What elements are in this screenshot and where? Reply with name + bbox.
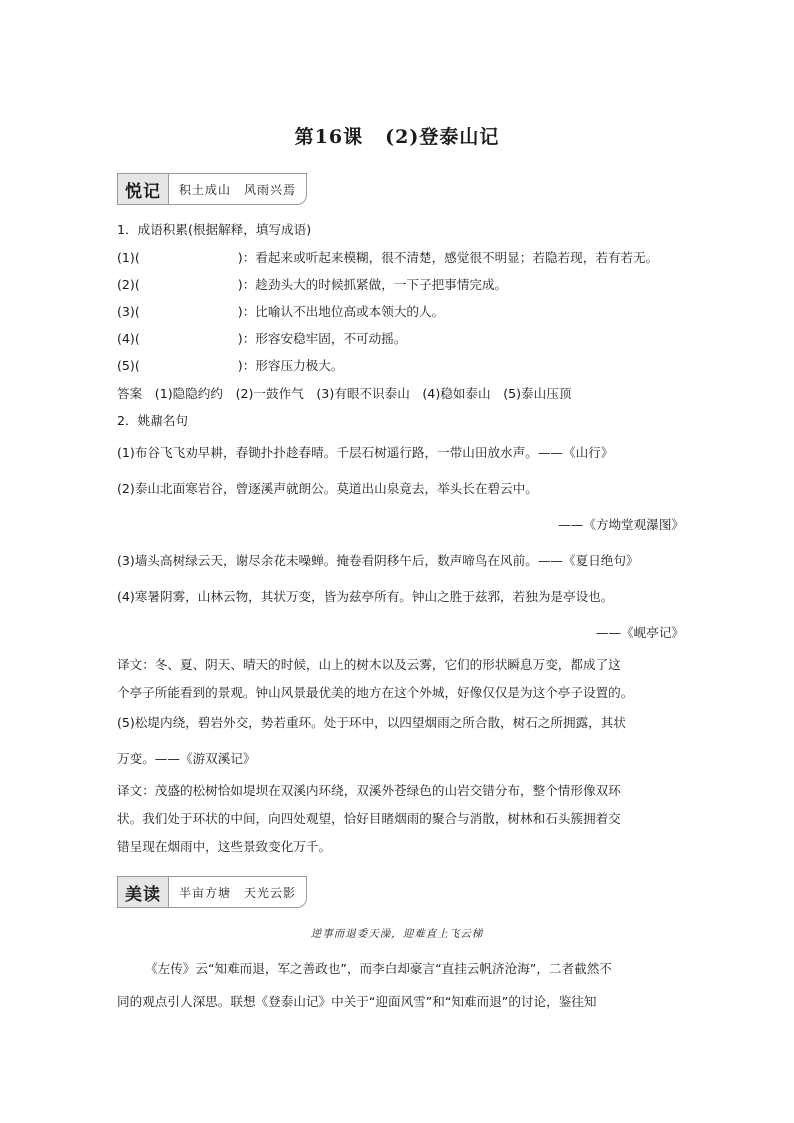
quote-1: (1)布谷飞飞劝早耕，春锄扑扑趁春晴。千层石树遥行路，一带山田放水声。——《山行》 [117,445,614,460]
section-badge-label: 悦记 [117,173,169,205]
article-line-2: 同的观点引人深思。联想《登泰山记》中关于“迎面风雪”和“知难而退”的讨论，鉴往知 [117,994,597,1009]
quote-2: (2)泰山北面寒岩谷，曾逐溪声就朗公。莫道出山泉竟去，举头长在碧云中。 [117,481,538,496]
quote-5-line-1: (5)松堤内绕，碧岩外交，势若重环。处于环中，以四望烟雨之所合散，树石之所拥露，其状 [117,715,626,730]
quote-5-line-2: 万变。——《游双溪记》 [117,751,256,766]
quote-4-source: ——《岘亭记》 [595,625,684,640]
question-2-heading: 2．姚鼐名句 [117,413,188,428]
idiom-item-1: (1)( )：看起来或听起来模糊，很不清楚，感觉很不明显；若隐若现，若有若无。 [117,250,659,265]
quote-2-source: ——《方坳堂观瀑图》 [558,517,684,532]
translation-4-line-2: 个亭子所能看到的景观。钟山风景最优美的地方在这个外城，好像仅仅是为这个亭子设置的。 [117,685,634,700]
translation-5-line-2: 状。我们处于环状的中间，向四处观望，恰好目睹烟雨的聚合与消散，树林和石头簇拥着交 [117,811,621,826]
article-line-1: 《左传》云“知难而退，军之善政也”，而李白却豪言“直挂云帆济沧海”，二者截然不 [145,961,612,976]
translation-5-line-1: 译文：茂盛的松树恰如堤坝在双溪内环绕，双溪外苍绿色的山岩交错分布，整个情形像双环 [117,783,621,798]
idiom-answers: 答案 (1)隐隐约约 (2)一鼓作气 (3)有眼不识泰山 (4)稳如泰山 (5)泰山压顶 [117,386,572,401]
lesson-name: (2)登泰山记 [385,126,500,148]
lesson-title [0,122,794,149]
section-badge-label: 美读 [117,876,169,908]
section-badge-yueji [117,173,307,205]
quote-4: (4)寒暑阴雾，山林云物，其状万变，皆为兹亭所有。钟山之胜于兹郛，若独为是亭设也。 [117,589,614,604]
idiom-item-3: (3)( )：比喻认不出地位高或本领大的人。 [117,304,445,319]
section-badge-tagline: 积土成山 风雨兴焉 [169,173,307,205]
translation-4-line-1: 译文：冬、夏、阴天、晴天的时候，山上的树木以及云雾，它们的形状瞬息万变，都成了这 [117,657,621,672]
article-subtitle: 逆事而退委天澡，迎难直上飞云梯 [310,928,484,940]
idiom-item-4: (4)( )：形容安稳牢固，不可动摇。 [117,331,407,346]
translation-5-line-3: 错呈现在烟雨中，这些景致变化万千。 [117,839,332,854]
question-1-heading: 1．成语积累(根据解释，填写成语) [117,222,312,237]
quote-3: (3)墙头高树绿云天，谢尽余花未噪蝉。掩卷看阴移午后，数声啼鸟在风前。——《夏日绝句》 [117,553,639,568]
section-badge-tagline: 半亩方塘 天光云影 [169,876,307,908]
idiom-item-2: (2)( )：趁劲头大的时候抓紧做，一下子把事情完成。 [117,277,508,292]
idiom-item-5: (5)( )：形容压力极大。 [117,358,344,373]
lesson-number: 第16课 [294,126,364,148]
section-badge-meidu [117,876,307,908]
